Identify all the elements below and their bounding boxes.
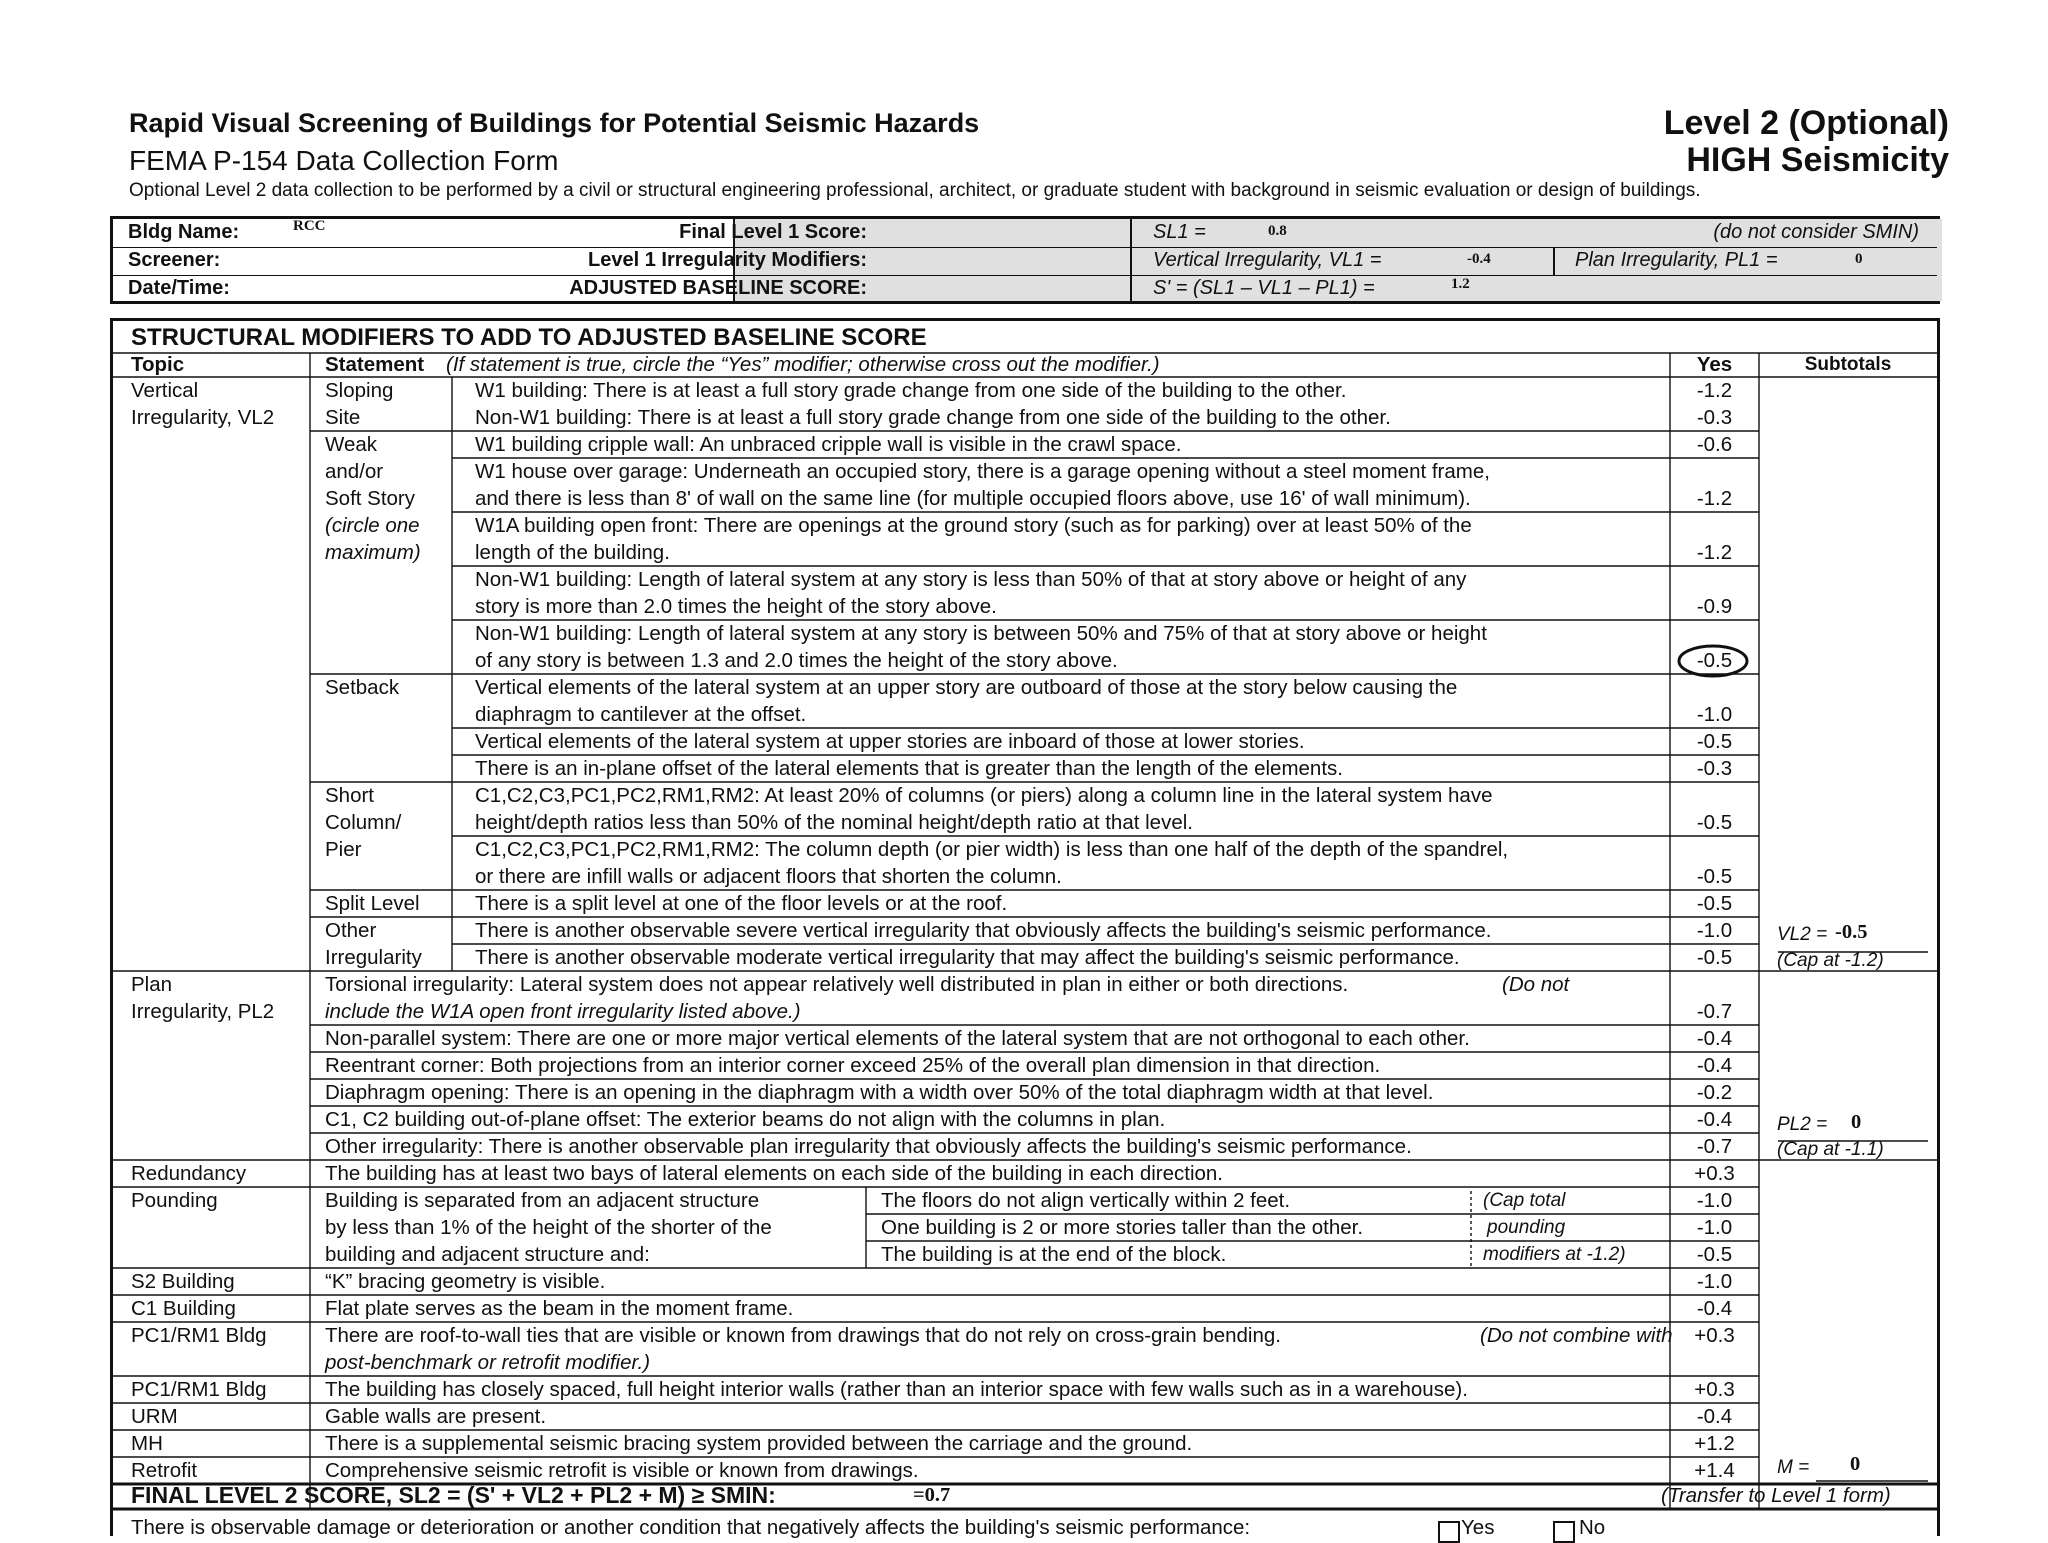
statement-text: There is a split level at one of the floor levels or at the roof. — [475, 892, 1008, 915]
plan-irreg-text: Plan Irregularity, PL1 = — [1575, 249, 1778, 271]
m-value[interactable]: 0 — [1850, 1453, 1861, 1475]
statement-text: diaphragm to cantilever at the offset. — [475, 703, 807, 726]
m-label: M = — [1777, 1457, 1810, 1478]
damage-question: There is observable damage or deterioration or another condition that negatively affects the building's seismic performance: — [131, 1516, 1251, 1539]
statement-text: Torsional irregularity: Lateral system does not appear relatively well distributed in plan in either or both directions. — [325, 973, 1349, 996]
weak-soft-note: (circle one — [325, 514, 420, 537]
vert-irreg-text: Vertical Irregularity, VL1 = — [1153, 249, 1382, 271]
modifier-value[interactable]: -0.6 — [1696, 433, 1733, 456]
statement-text: The floors do not align vertically within 2 feet. — [881, 1189, 1291, 1212]
modifier-value[interactable]: -0.3 — [1696, 757, 1733, 780]
plan-irreg-value[interactable]: 0 — [1855, 251, 1863, 267]
modifier-value-selected[interactable]: -0.5 — [1696, 649, 1733, 672]
pounding-cap-note: modifiers at -1.2) — [1483, 1244, 1626, 1265]
topic-pc1-rm1: PC1/RM1 Bldg — [131, 1378, 267, 1401]
topic-redundancy: Redundancy — [131, 1162, 247, 1185]
short-column-label: Short — [325, 784, 374, 807]
divider — [1130, 275, 1132, 303]
statement-text: Building is separated from an adjacent structure — [325, 1189, 760, 1212]
modifier-value[interactable]: -0.2 — [1696, 1081, 1733, 1104]
final-l1-note: (do not consider SMIN) — [1713, 221, 1919, 243]
statement-text: The building has closely spaced, full height interior walls (rather than an interior space with few walls such as in a warehouse). — [325, 1378, 1468, 1401]
modifier-value[interactable]: -0.7 — [1696, 1000, 1733, 1023]
statement-text: and there is less than 8' of wall on the same line (for multiple occupied floors above, use 16' of wall minimum). — [475, 487, 1471, 510]
modifier-value[interactable]: -0.5 — [1696, 892, 1733, 915]
form-title: Rapid Visual Screening of Buildings for Potential Seismic Hazards — [129, 108, 980, 138]
other-irregularity-label: Irregularity — [325, 946, 422, 969]
statement-text: by less than 1% of the height of the shorter of the — [325, 1216, 772, 1239]
statement-text: Diaphragm opening: There is an opening in the diaphragm with a width over 50% of the total diaphragm width at that level. — [325, 1081, 1434, 1104]
row-date — [113, 275, 1937, 303]
col-yes-header: Yes — [1696, 353, 1733, 376]
statement-text: There is another observable moderate vertical irregularity that may affect the building's seismic performance. — [475, 946, 1460, 969]
form-subtitle: FEMA P-154 Data Collection Form — [129, 145, 559, 176]
no-checkbox[interactable] — [1553, 1521, 1575, 1543]
statement-note: (Do not combine with — [1480, 1324, 1673, 1347]
topic-pounding: Pounding — [131, 1189, 218, 1212]
level-label: Level 2 (Optional) — [1663, 104, 1949, 142]
statement-text: Vertical elements of the lateral system at an upper story are outboard of those at the story below causing the — [475, 676, 1458, 699]
setback-label: Setback — [325, 676, 400, 699]
topic-vertical: Vertical — [131, 379, 199, 402]
modifier-value[interactable]: -1.2 — [1696, 379, 1733, 402]
pl2-value[interactable]: 0 — [1851, 1111, 1862, 1133]
yes-label: Yes — [1461, 1516, 1495, 1539]
statement-text: The building has at least two bays of lateral elements on each side of the building in each direction. — [325, 1162, 1223, 1185]
col-subtotals-header: Subtotals — [1804, 354, 1892, 375]
form-note: Optional Level 2 data collection to be performed by a civil or structural engineering professional, architect, or graduate student with background in seismic evaluation or design of buildings. — [129, 180, 1701, 201]
statement-note: include the W1A open front irregularity listed above.) — [325, 1000, 801, 1023]
modifier-value[interactable]: -1.0 — [1696, 703, 1733, 726]
modifier-value[interactable]: +0.3 — [1694, 1324, 1735, 1347]
statement-text: W1 building cripple wall: An unbraced cripple wall is visible in the crawl space. — [475, 433, 1182, 456]
sloping-label: Site — [325, 406, 361, 429]
col-topic-header: Topic — [131, 353, 185, 376]
statement-text: Vertical elements of the lateral system at upper stories are inboard of those at lower stories. — [475, 730, 1305, 753]
col-statement-header: Statement — [325, 353, 425, 376]
final-l1-label: Final Level 1 Score: — [679, 221, 867, 243]
modifier-value[interactable]: -0.9 — [1696, 595, 1733, 618]
final-score-note: (Transfer to Level 1 form) — [1661, 1484, 1891, 1507]
modifier-value[interactable]: -0.3 — [1696, 406, 1733, 429]
modifier-value[interactable]: +0.3 — [1694, 1378, 1735, 1401]
topic-mh: MH — [131, 1432, 163, 1455]
yes-checkbox[interactable] — [1438, 1521, 1460, 1543]
topic-plan: Plan — [131, 973, 173, 996]
statement-text: C1,C2,C3,PC1,PC2,RM1,RM2: At least 20% of columns (or piers) along a column line in the lateral system have — [475, 784, 1493, 807]
modifier-value[interactable]: -0.4 — [1696, 1054, 1733, 1077]
statement-text: There are roof-to-wall ties that are visible or known from drawings that do not rely on cross-grain bending. — [325, 1324, 1281, 1347]
form-title-block — [129, 104, 1949, 204]
statement-text: Non-W1 building: There is at least a full story grade change from one side of the building to the other. — [475, 406, 1391, 429]
statement-note: (Do not — [1502, 973, 1570, 996]
vert-irreg-value[interactable]: -0.4 — [1467, 251, 1491, 267]
statement-text: W1A building open front: There are openings at the ground story (such as for parking) over at least 50% of the — [475, 514, 1472, 537]
statement-text: Comprehensive seismic retrofit is visible or known from drawings. — [325, 1459, 919, 1482]
screener-label: Screener: — [128, 249, 221, 271]
modifier-value[interactable]: -1.0 — [1696, 1216, 1733, 1239]
short-column-label: Pier — [325, 838, 362, 861]
vl2-cap: (Cap at -1.2) — [1777, 950, 1884, 971]
row-screener — [113, 247, 1937, 276]
modifier-value[interactable]: -0.4 — [1696, 1108, 1733, 1131]
statement-text: C1,C2,C3,PC1,PC2,RM1,RM2: The column depth (or pier width) is less than one half of the depth of the spandrel, — [475, 838, 1509, 861]
statement-text: Other irregularity: There is another observable plan irregularity that obviously affects the building's seismic performance. — [325, 1135, 1412, 1158]
vl2-label: VL2 = — [1777, 924, 1828, 945]
weak-soft-label: Soft Story — [325, 487, 416, 510]
statement-text: story is more than 2.0 times the height of the story above. — [475, 595, 997, 618]
modifier-value[interactable]: +1.4 — [1694, 1459, 1735, 1482]
statement-text: Non-parallel system: There are one or more major vertical elements of the lateral system that are not orthogonal to each other. — [325, 1027, 1470, 1050]
modifier-value[interactable]: -1.2 — [1696, 541, 1733, 564]
statement-text: W1 house over garage: Underneath an occupied story, there is a garage opening without a steel moment frame, — [475, 460, 1490, 483]
statement-note: post-benchmark or retrofit modifier.) — [325, 1351, 651, 1374]
statement-text: C1, C2 building out-of-plane offset: The exterior beams do not align with the columns in plan. — [325, 1108, 1166, 1131]
statement-text: There is a supplemental seismic bracing system provided between the carriage and the ground. — [325, 1432, 1193, 1455]
other-irregularity-label: Other — [325, 919, 377, 942]
adjusted-formula: S' = (SL1 – VL1 – PL1) = — [1153, 277, 1375, 299]
sloping-label: Sloping — [325, 379, 394, 402]
topic-s2-building: S2 Building — [131, 1270, 235, 1293]
bldg-name-field[interactable]: RCC — [293, 218, 326, 234]
final-l1-formula: SL1 = — [1153, 221, 1206, 243]
statement-text: The building is at the end of the block. — [881, 1243, 1227, 1266]
statement-text: length of the building. — [475, 541, 670, 564]
row-bldg-name — [113, 219, 1937, 248]
date-label: Date/Time: — [128, 277, 230, 299]
modifier-value[interactable]: -1.0 — [1696, 1189, 1733, 1212]
no-label: No — [1579, 1516, 1606, 1539]
modifier-value[interactable]: -0.5 — [1696, 946, 1733, 969]
statement-text: One building is 2 or more stories taller than the other. — [881, 1216, 1364, 1239]
weak-soft-note: maximum) — [325, 541, 421, 564]
modifier-value[interactable]: -1.0 — [1696, 919, 1733, 942]
statement-text: Non-W1 building: Length of lateral system at any story is between 50% and 75% of that at story above or height — [475, 622, 1487, 645]
statement-text: Flat plate serves as the beam in the moment frame. — [325, 1297, 794, 1320]
modifier-value[interactable]: -1.0 — [1696, 1270, 1733, 1293]
modifier-value[interactable]: -0.5 — [1696, 730, 1733, 753]
modifier-value[interactable]: -0.5 — [1696, 1243, 1733, 1266]
statement-text: There is an in-plane offset of the lateral elements that is greater than the length of the elements. — [475, 757, 1343, 780]
modifier-value[interactable]: -0.5 — [1696, 865, 1733, 888]
modifier-value[interactable]: +0.3 — [1694, 1162, 1735, 1185]
statement-text: building and adjacent structure and: — [325, 1243, 650, 1266]
statement-text: There is another observable severe vertical irregularity that obviously affects the building's seismic performance. — [475, 919, 1492, 942]
pl2-cap: (Cap at -1.1) — [1777, 1139, 1884, 1160]
statement-text: W1 building: There is at least a full story grade change from one side of the building to the other. — [475, 379, 1347, 402]
statement-text: Non-W1 building: Length of lateral system at any story is less than 50% of that at story above or height of any — [475, 568, 1467, 591]
seismicity-label: HIGH Seismicity — [1686, 141, 1949, 179]
final-score-label: FINAL LEVEL 2 SCORE, SL2 = (S' + VL2 + PL2 + M) ≥ SMIN: — [131, 1482, 776, 1508]
adjusted-value[interactable]: 1.2 — [1451, 276, 1470, 292]
topic-c1-building: C1 Building — [131, 1297, 236, 1320]
modifier-value[interactable]: -0.4 — [1696, 1297, 1733, 1320]
final-score-value[interactable]: =0.7 — [913, 1484, 951, 1506]
topic-retrofit: Retrofit — [131, 1459, 198, 1482]
section-title: STRUCTURAL MODIFIERS TO ADD TO ADJUSTED BASELINE SCORE — [131, 324, 927, 351]
pounding-cap-note: pounding — [1487, 1217, 1566, 1238]
statement-text: Gable walls are present. — [325, 1405, 547, 1428]
divider — [1130, 219, 1132, 247]
modifier-value[interactable]: +1.2 — [1694, 1432, 1735, 1455]
statement-text: “K” bracing geometry is visible. — [325, 1270, 606, 1293]
topic-plan-sub: Irregularity, PL2 — [131, 1000, 275, 1023]
irregularity-label: Level 1 Irregularity Modifiers: — [588, 249, 867, 271]
split-level-label: Split Level — [325, 892, 420, 915]
modifier-value[interactable]: -0.7 — [1696, 1135, 1733, 1158]
pl2-label: PL2 = — [1777, 1114, 1828, 1135]
bldg-name-label: Bldg Name: — [128, 221, 240, 243]
divider — [1553, 247, 1555, 275]
topic-vertical-sub: Irregularity, VL2 — [131, 406, 275, 429]
modifier-value[interactable]: -1.2 — [1696, 487, 1733, 510]
statement-text: or there are infill walls or adjacent floors that shorten the column. — [475, 865, 1062, 888]
final-l1-value[interactable]: 0.8 — [1268, 223, 1287, 239]
modifier-value[interactable]: -0.4 — [1696, 1405, 1733, 1428]
adjusted-label: ADJUSTED BASELINE SCORE: — [569, 277, 867, 299]
topic-urm: URM — [131, 1405, 178, 1428]
divider — [1130, 247, 1132, 275]
weak-soft-label: and/or — [325, 460, 384, 483]
vl2-value[interactable]: -0.5 — [1835, 921, 1868, 943]
statement-text: height/depth ratios less than 50% of the nominal height/depth ratio at that level. — [475, 811, 1193, 834]
structural-modifiers-table — [110, 318, 1940, 1539]
statement-text: Reentrant corner: Both projections from an interior corner exceed 25% of the overall plan dimension in that direction. — [325, 1054, 1381, 1077]
building-info-table — [110, 216, 1940, 304]
short-column-label: Column/ — [325, 811, 402, 834]
modifier-value[interactable]: -0.4 — [1696, 1027, 1733, 1050]
statement-text: of any story is between 1.3 and 2.0 times the height of the story above. — [475, 649, 1118, 672]
col-statement-note: (If statement is true, circle the “Yes” modifier; otherwise cross out the modifier.) — [446, 353, 1160, 376]
pounding-cap-note: (Cap total — [1483, 1190, 1566, 1211]
topic-pc1-rm1: PC1/RM1 Bldg — [131, 1324, 267, 1347]
weak-soft-label: Weak — [325, 433, 378, 456]
modifier-value[interactable]: -0.5 — [1696, 811, 1733, 834]
